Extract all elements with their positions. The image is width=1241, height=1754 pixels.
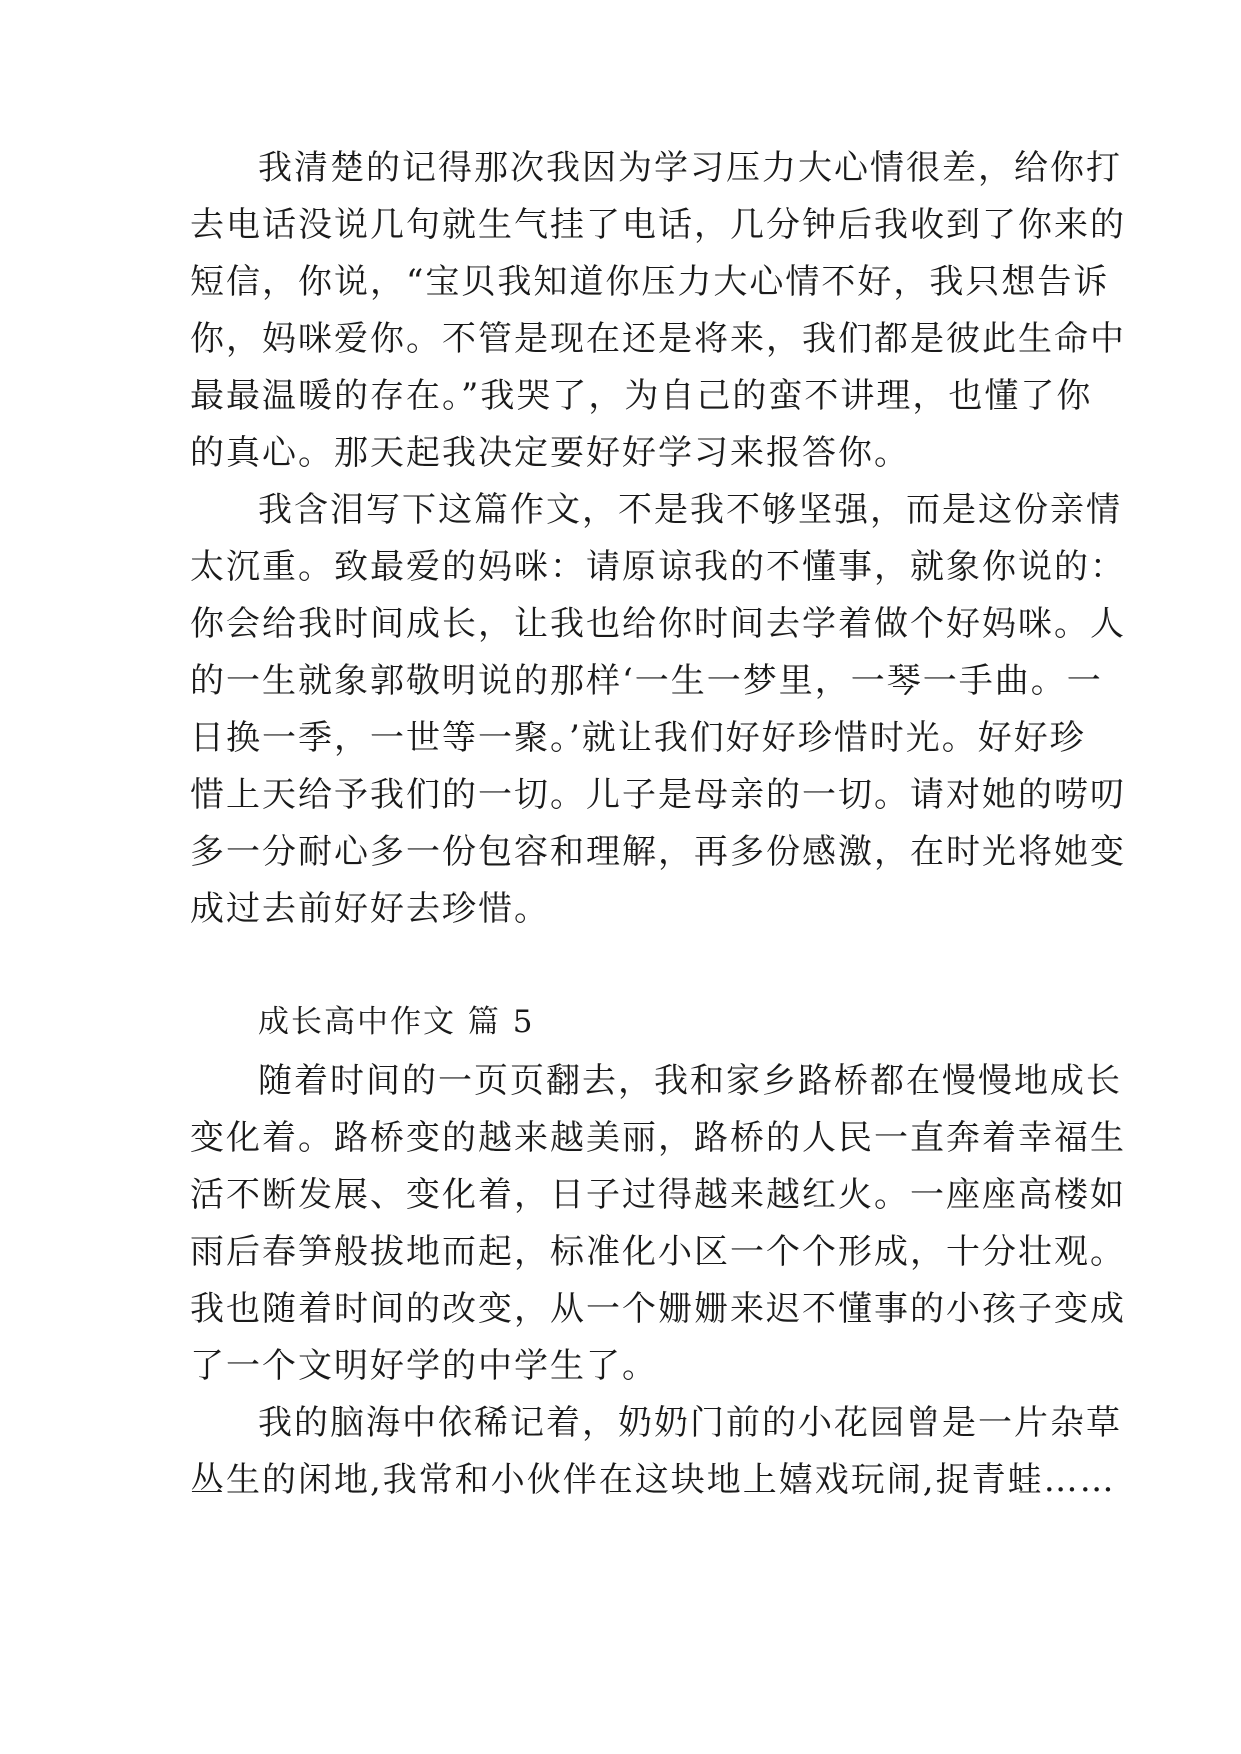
paragraph-3-line-5: 我也随着时间的改变，从一个姗姗来迟不懂事的小孩子变成 [190, 1289, 1126, 1329]
paragraph-1-line-2: 去电话没说几句就生气挂了电话，几分钟后我收到了你来的 [190, 205, 1126, 245]
paragraph-1-line-3: 短信，你说，“宝贝我知道你压力大心情不好，我只想告诉 [190, 262, 1110, 302]
section-heading: 成长高中作文 篇 5 [258, 1004, 535, 1040]
paragraph-3-line-2: 变化着。路桥变的越来越美丽，路桥的人民一直奔着幸福生 [190, 1118, 1126, 1158]
paragraph-1-line-6: 的真心。那天起我决定要好好学习来报答你。 [190, 433, 910, 473]
paragraph-2-line-4: 的一生就象郭敬明说的那样‘一生一梦里，一琴一手曲。一 [190, 661, 1103, 701]
paragraph-2-line-7: 多一分耐心多一份包容和理解，再多份感激，在时光将她变 [190, 832, 1126, 872]
paragraph-4-line-1: 我的脑海中依稀记着，奶奶门前的小花园曾是一片杂草 [258, 1403, 1122, 1443]
paragraph-2-line-3: 你会给我时间成长，让我也给你时间去学着做个好妈咪。人 [190, 604, 1126, 644]
paragraph-2-line-5: 日换一季，一世等一聚。’就让我们好好珍惜时光。好好珍 [190, 718, 1086, 758]
paragraph-2-line-1: 我含泪写下这篇作文，不是我不够坚强，而是这份亲情 [258, 490, 1122, 530]
paragraph-1-line-4: 你，妈咪爱你。不管是现在还是将来，我们都是彼此生命中 [190, 319, 1126, 359]
paragraph-2-line-6: 惜上天给予我们的一切。儿子是母亲的一切。请对她的唠叨 [190, 775, 1126, 815]
paragraph-3-line-1: 随着时间的一页页翻去，我和家乡路桥都在慢慢地成长 [258, 1061, 1122, 1101]
paragraph-3-line-6: 了一个文明好学的中学生了。 [190, 1346, 658, 1386]
paragraph-1-line-5: 最最温暖的存在。”我哭了，为自己的蛮不讲理，也懂了你 [190, 376, 1093, 416]
paragraph-2-line-8: 成过去前好好去珍惜。 [190, 889, 550, 929]
paragraph-1-line-1: 我清楚的记得那次我因为学习压力大心情很差，给你打 [258, 148, 1122, 188]
paragraph-2-line-2: 太沉重。致最爱的妈咪：请原谅我的不懂事，就象你说的： [190, 547, 1126, 587]
paragraph-3-line-4: 雨后春笋般拔地而起，标准化小区一个个形成，十分壮观。 [190, 1232, 1126, 1272]
paragraph-3-line-3: 活不断发展、变化着，日子过得越来越红火。一座座高楼如 [190, 1175, 1126, 1215]
paragraph-4-line-2: 丛生的闲地,我常和小伙伴在这块地上嬉戏玩闹,捉青蛙…… [190, 1460, 1116, 1500]
